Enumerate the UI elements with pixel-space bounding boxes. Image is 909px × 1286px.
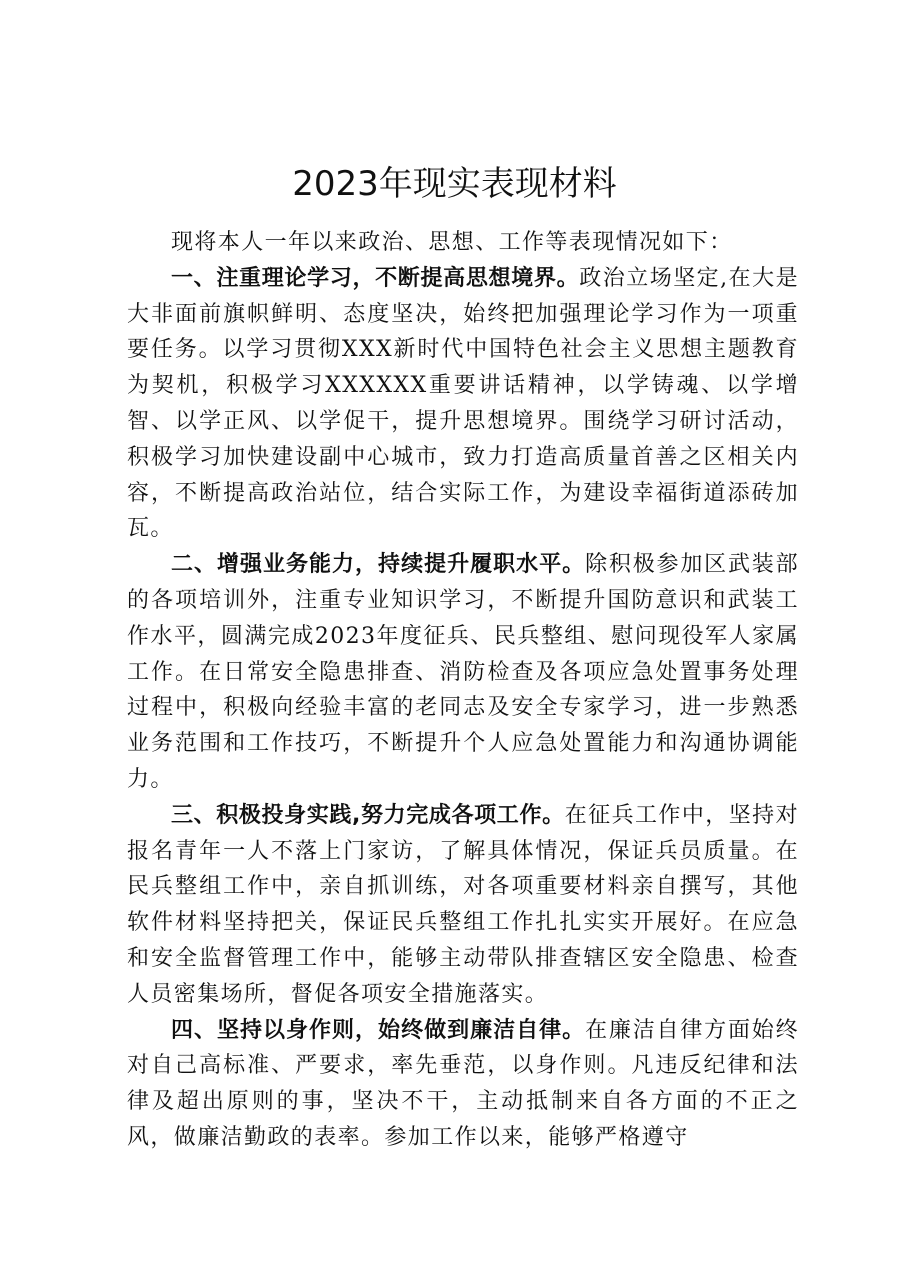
document-title: 2023年现实表现材料 [292,164,617,204]
section-heading-4: 四、坚持以身作则，始终做到廉洁自律。 [171,1017,586,1043]
section-body-2: 除积极参加区武装部的各项培训外，注重专业知识学习，不断提升国防意识和武装工作水平，圆满完成2023年度征兵、民兵整组、慰问现役军人家属工作。在日常安全隐患排查、消防检查及各项应急处置事务处理过程中，积极向经验丰富的老同志及安全专家学习，进一步熟悉业务范围和工作技巧，不断提升个人应急处置能力和沟通协调能力。 [127,552,799,792]
section-body-4: 在廉洁自律方面始终对自己高标准、严要求，率先垂范，以身作则。凡违反纪律和法律及超出原则的事，坚决不干，主动抵制来自各方面的不正之风，做廉洁勤政的表率。参加工作以来，能够严格遵守 [127,1017,799,1150]
section-paragraph-3 [127,798,799,1013]
section-paragraph-1 [127,261,799,547]
section-body-1: 政治立场坚定,在大是大非面前旗帜鲜明、态度坚决，始终把加强理论学习作为一项重要任务。以学习贯彻XXX新时代中国特色社会主义思想主题教育为契机，积极学习XXXXXX重要讲话精神，以学铸魂、以学增智、以学正风、以学促干，提升思想境界。围绕学习研讨活动，积极学习加快建设副中心城市，致力打造高质量首善之区相关内容，不断提高政治站位，结合实际工作，为建设幸福街道添砖加瓦。 [127,265,799,542]
section-heading-2: 二、增强业务能力，持续提升履职水平。 [171,552,586,578]
section-heading-1: 一、注重理论学习，不断提高思想境界。 [171,265,580,291]
intro-paragraph: 现将本人一年以来政治、思想、工作等表现情况如下： [171,230,733,255]
section-heading-3: 三、积极投身实践,努力完成各项工作。 [171,802,565,828]
section-body-3: 在征兵工作中，坚持对报名青年一人不落上门家访，了解具体情况，保证兵员质量。在民兵整组工作中，亲自抓训练，对各项重要材料亲自撰写，其他软件材料坚持把关，保证民兵整组工作扎扎实实开展好。在应急和安全监督管理工作中，能够主动带队排查辖区安全隐患、检查人员密集场所，督促各项安全措施落实。 [127,802,799,1007]
document-body [127,225,799,1156]
section-paragraph-2 [127,547,799,798]
section-paragraph-4 [127,1013,799,1156]
